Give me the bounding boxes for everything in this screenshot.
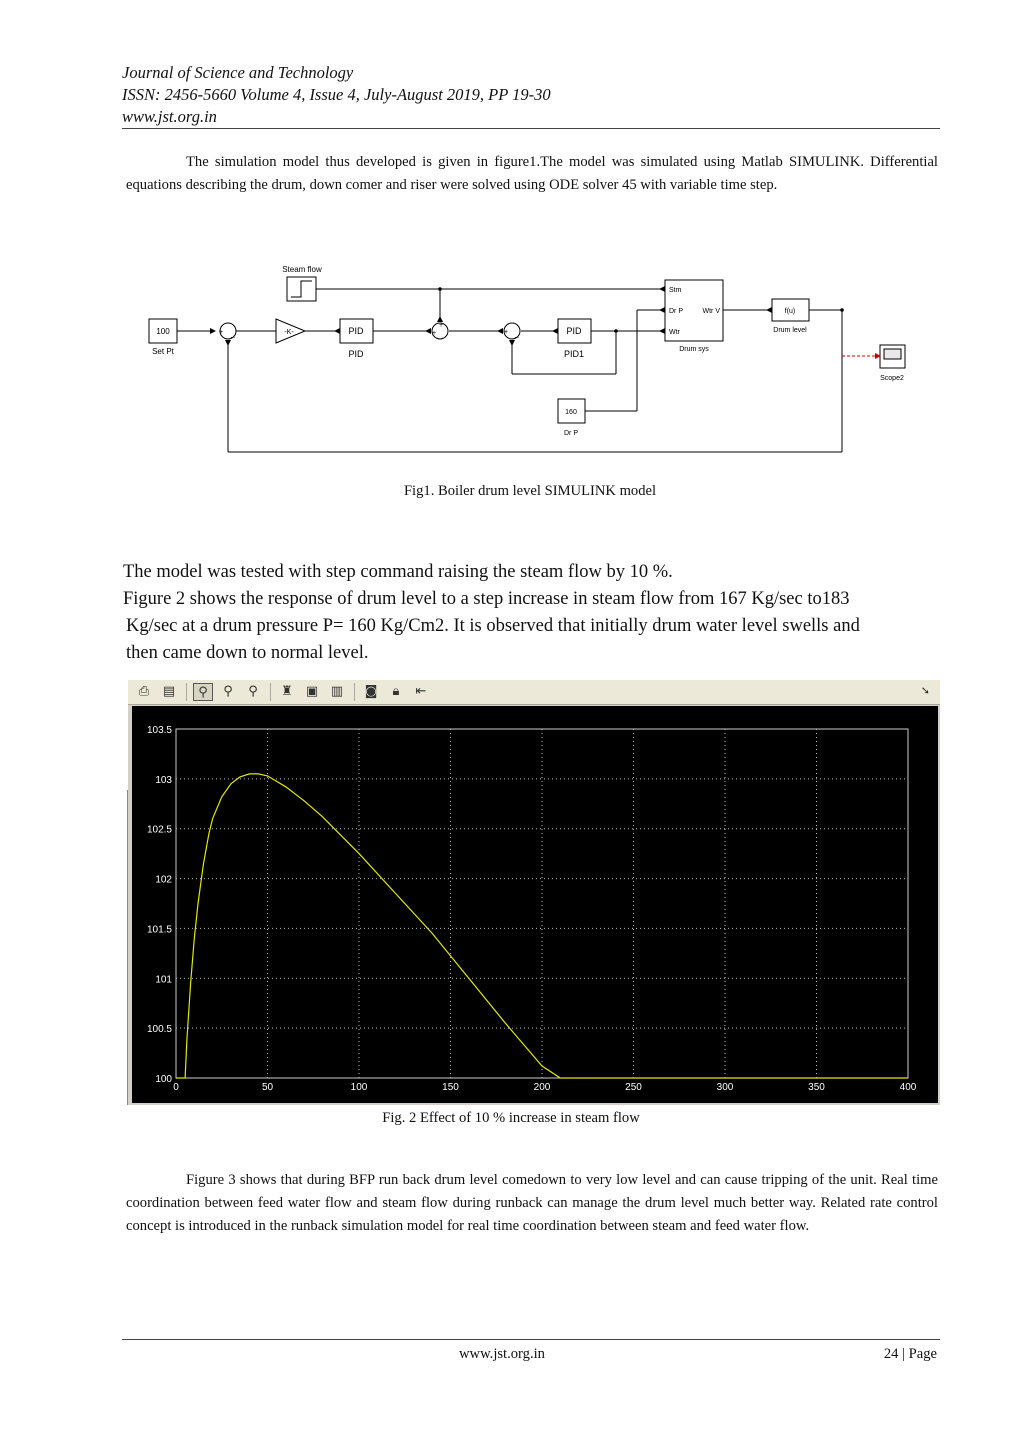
drum-sys-port-wtrv: Wtr V [702, 308, 720, 315]
scope-plot-area [132, 706, 938, 1103]
fcn-block-text: f(u) [784, 308, 796, 315]
steam-flow-label: Steam flow [282, 265, 322, 274]
zoom-x-icon[interactable]: ⚲ [223, 684, 233, 699]
x-tick-label: 250 [625, 1082, 642, 1093]
zoom-y-icon[interactable]: ⚲ [248, 684, 258, 699]
drum-sys-port-wtr: Wtr [669, 329, 680, 336]
pid-block-text: PID [348, 326, 364, 336]
toolbar-separator [186, 683, 187, 701]
svg-text:_: _ [231, 331, 235, 338]
y-tick-label: 103.5 [146, 725, 172, 736]
x-tick-label: 350 [808, 1082, 825, 1093]
x-tick-label: 200 [533, 1082, 551, 1093]
dr-p-value: 160 [565, 409, 577, 416]
y-tick-label: 101.5 [146, 924, 172, 936]
autoscale-icon[interactable]: ♜ [281, 684, 293, 699]
svg-text:+: + [219, 329, 224, 336]
drum-sys-label: Drum sys [679, 346, 709, 353]
svg-text:_: _ [515, 331, 519, 338]
y-tick-label: 102 [155, 874, 172, 886]
fig2-caption: Fig. 2 Effect of 10 % increase in steam flow [382, 1110, 640, 1126]
body-line-2: Figure 2 shows the response of drum level to a step increase in steam flow from 167 Kg/sec to183 [123, 589, 850, 609]
x-tick-label: 300 [716, 1082, 734, 1093]
scope-window [128, 680, 940, 1105]
y-tick-labels [147, 725, 172, 1085]
x-tick-label: 400 [899, 1082, 917, 1093]
parameters-icon[interactable]: ▤ [162, 684, 176, 699]
pid1-label: PID1 [563, 349, 585, 359]
svg-text:+: + [439, 322, 444, 329]
header-rule [122, 128, 940, 129]
set-pt-label: Set Pt [152, 347, 174, 356]
drum-sys-port-stm: Stm [669, 287, 682, 294]
set-pt-value: 100 [156, 327, 170, 336]
y-tick-label: 102.5 [146, 824, 172, 836]
drum-level-label: Drum level [773, 327, 807, 334]
intro-paragraph: The simulation model thus developed is given in figure1.The model was simulated using Matlab SIMULINK. Differential equations describing the drum, down comer and riser were solved using ODE solver 45 with variable time step. [126, 154, 938, 193]
fig1-caption: Fig1. Boiler drum level SIMULINK model [403, 483, 657, 499]
journal-title: Journal of Science and Technology [122, 63, 354, 82]
toolbar-separator [270, 683, 271, 701]
toolbar-expand-icon[interactable]: ➘ [920, 684, 930, 697]
page-number: 24 | Page [883, 1346, 937, 1362]
signal-selection-icon[interactable]: ⇤ [415, 684, 427, 699]
zoom-icon[interactable]: ⚲ [193, 683, 213, 701]
footer-website: www.jst.org.in [459, 1346, 545, 1362]
journal-website: www.jst.org.in [122, 107, 217, 126]
body-line-1: The model was tested with step command raising the steam flow by 10 %. [123, 562, 673, 582]
drum-sys-port-drp: Dr P [669, 308, 683, 315]
y-tick-label: 100.5 [146, 1024, 172, 1036]
journal-header [122, 62, 551, 128]
restore-axes-icon[interactable]: ▥ [330, 684, 344, 699]
y-tick-label: 100 [155, 1074, 172, 1085]
y-tick-label: 101 [155, 974, 172, 986]
pid1-block-text: PID [566, 326, 582, 336]
x-tick-label: 100 [350, 1082, 368, 1093]
x-tick-label: 0 [173, 1082, 179, 1093]
print-icon[interactable]: ⎙ [138, 684, 150, 699]
pid-label: PID [348, 349, 364, 359]
journal-issn: ISSN: 2456-5660 Volume 4, Issue 4, July-August 2019, PP 19-30 [122, 85, 551, 104]
scope2-label: Scope2 [880, 375, 904, 382]
svg-text:+: + [504, 329, 509, 336]
closing-paragraph: Figure 3 shows that during BFP run back drum level comedown to very low level and can cause tripping of the unit. Real time coordination between feed water flow and steam flow during runback can manage the drum level much better way. Related rate control concept is introduced in the runback simulation model for real time coordination between steam and feed water flow. [126, 1172, 938, 1234]
y-tick-label: 103 [155, 774, 172, 786]
lock-icon[interactable]: 🔒︎ [392, 684, 400, 699]
simulink-diagram [140, 258, 920, 463]
save-axes-icon[interactable]: ▣ [305, 684, 319, 699]
body-line-3: Kg/sec at a drum pressure P= 160 Kg/Cm2. It is observed that initially drum water level swells and [126, 616, 860, 636]
x-tick-labels [173, 1082, 917, 1093]
body-line-4: then came down to normal level. [126, 643, 369, 663]
x-tick-label: 50 [261, 1082, 274, 1093]
drum-level-chart [132, 706, 938, 1103]
toolbar-separator [354, 683, 355, 701]
x-tick-label: 150 [442, 1082, 459, 1093]
floating-scope-icon[interactable]: ◙ [364, 684, 378, 699]
scope-toolbar [128, 680, 940, 705]
footer-rule [122, 1339, 940, 1340]
svg-text:+: + [432, 330, 437, 337]
dr-p-label: Dr P [564, 430, 578, 437]
gain-label: -K- [284, 329, 294, 336]
